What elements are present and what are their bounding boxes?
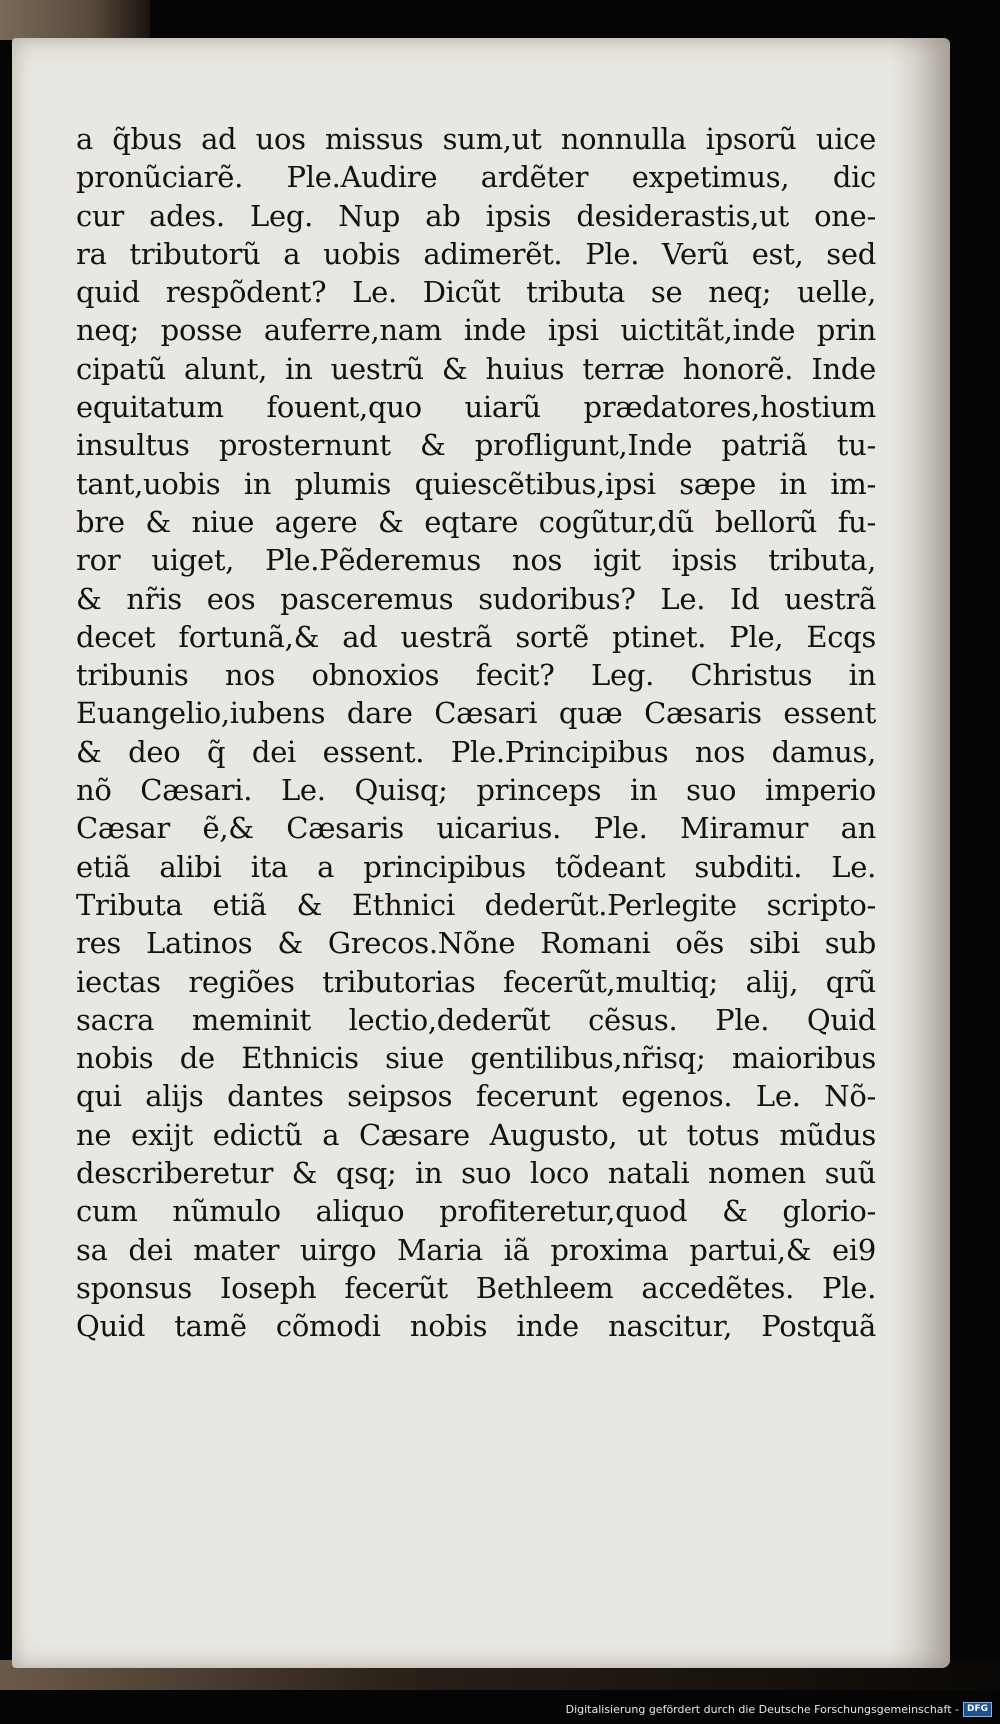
book-board-edge-top	[0, 0, 150, 40]
text-line: ra tributorũ a uobis adimerẽt. Ple. Verũ est, sed	[76, 236, 876, 271]
text-line: ror uiget, Ple.Pẽderemus nos igit ipsis tributa,	[76, 543, 876, 578]
dfg-logo: DFG	[963, 1702, 992, 1717]
text-line: pronũciarẽ. Ple.Audire ardẽter expetimus, dic	[76, 160, 876, 195]
text-line: nõ Cæsari. Le. Quisq; princeps in suo imperio	[76, 773, 876, 808]
credit-text: Digitalisierung gefördert durch die Deutsche Forschungsgemeinschaft -	[565, 1702, 959, 1716]
text-line: & nr̃is eos pasceremus sudoribus? Le. Id uestrã	[76, 581, 876, 616]
text-line: a q̃bus ad uos missus sum,ut nonnulla ipsorũ uice	[76, 122, 876, 156]
text-line: neq; posse auferre,nam inde ipsi uictitãt,inde prin	[76, 313, 876, 348]
text-line: tribunis nos obnoxios fecit? Leg. Christus in	[76, 658, 876, 693]
text-line: describeretur & qsq; in suo loco natali nomen suũ	[76, 1156, 876, 1191]
text-line: equitatum fouent,quo uiarũ prædatores,hostium	[76, 390, 876, 425]
text-line: ne exijt edictũ a Cæsare Augusto, ut totus mũdus	[76, 1117, 876, 1152]
text-line: etiã alibi ita a principibus tõdeant subditi. Le.	[76, 849, 876, 884]
text-line: cipatũ alunt, in uestrũ & huius terræ honorẽ. Inde	[76, 351, 876, 386]
text-line: qui alijs dantes seipsos fecerunt egenos. Le. Nõ-	[76, 1079, 876, 1114]
text-line: nobis de Ethnicis siue gentilibus,nr̃isq; maioribus	[76, 1041, 876, 1076]
text-line: quid respõdent? Le. Dicũt tributa se neq; uelle,	[76, 275, 876, 310]
text-line: bre & niue agere & eqtare cogũtur,dũ bellorũ fu-	[76, 504, 876, 539]
text-line: res Latinos & Grecos.Nõne Romani oẽs sibi sub	[76, 926, 876, 961]
text-line: tant,uobis in plumis quiescẽtibus,ipsi sæpe in im-	[76, 466, 876, 501]
text-line: Tributa etiã & Ethnici dederũt.Perlegite scripto-	[76, 887, 876, 922]
text-line: cum nũmulo aliquo profiteretur,quod & glorio-	[76, 1194, 876, 1229]
text-line: insultus prosternunt & profligunt,Inde patriã tu-	[76, 428, 876, 463]
text-line: sa dei mater uirgo Maria iã proxima partui,& ei9	[76, 1232, 876, 1267]
text-line: iectas regiões tributorias fecerũt,multiq; alij, qrũ	[76, 964, 876, 999]
text-line: Euangelio,iubens dare Cæsari quæ Cæsaris essent	[76, 696, 876, 731]
page-text-block	[76, 120, 876, 1346]
text-line: sponsus Ioseph fecerũt Bethleem accedẽtes. Ple.	[76, 1270, 876, 1305]
printed-page	[12, 38, 950, 1668]
text-line: sacra meminit lectio,dederũt cẽsus. Ple. Quid	[76, 1002, 876, 1037]
text-line: Quid tamẽ cõmodi nobis inde nascitur, Postquã	[76, 1309, 876, 1344]
text-line: cur ades. Leg. Nup ab ipsis desiderastis,ut one-	[76, 198, 876, 233]
page-gutter-shadow	[890, 38, 950, 1668]
text-line: & deo q̃ dei essent. Ple.Principibus nos damus,	[76, 734, 876, 769]
text-line: Cæsar ẽ,& Cæsaris uicarius. Ple. Miramur an	[76, 811, 876, 846]
digitization-credit	[566, 1700, 992, 1718]
text-line: decet fortunã,& ad uestrã sortẽ ptinet. Ple, Ecqs	[76, 619, 876, 654]
